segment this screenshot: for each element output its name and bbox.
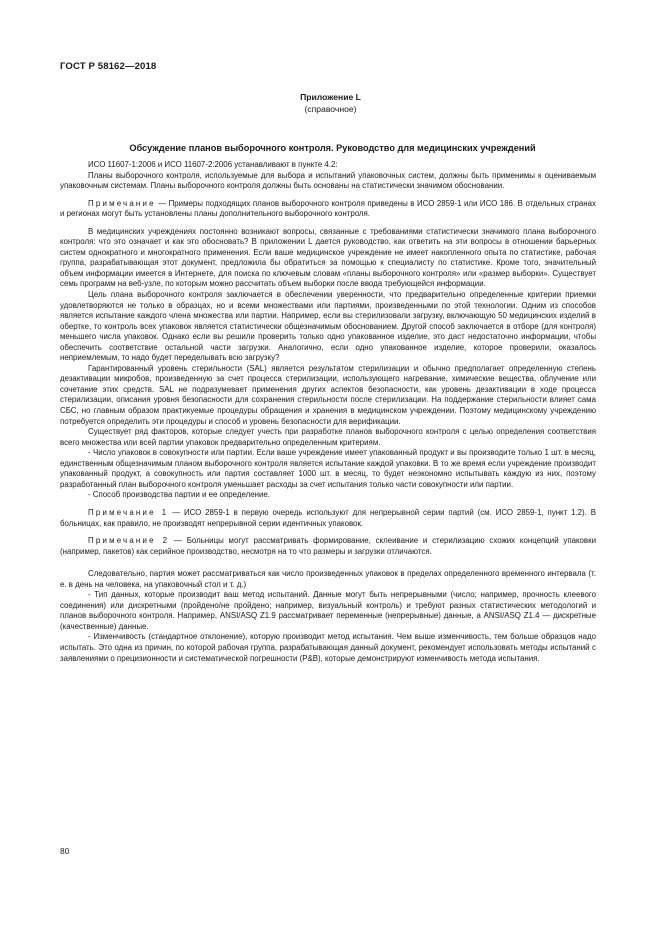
note-text: — ИСО 2859-1 в первую очередь используют для непрерывной серии партий (см. ИСО 2859-1, пункт 1.2). В больницах, как правило, не производят непрерывной серии идентичных упаковок.: [60, 507, 596, 528]
note-text: — Больницы могут рассматривать формирование, склеивание и стерилизацию схожих концепций упаковки (например, пакетов) как серийное производство, несмотря на то что размеры и загрузки отличаются.: [60, 536, 596, 556]
paragraph: Цель плана выборочного контроля заключается в обеспечении уверенности, что предварительно определенные критерии приемки удовлетворяются не только в образцах, но и всеми множествами или партиями, произведенными по этой технологии. Одним из способов является испытание каждого члена множества или партии. Например, если вы стерилизовали загрузку, включающую 50 медицинских изделий в обертке, то контроль всех упаковок является статистически общезначимым обоснованием. Другой способ заключается в отборе (для контроля) меньшего числа упаковок. Однако если вы решили проверить только одно упакованное изделие, это даст недостаточно информации, чтобы обеспечить соответствие остальной части загрузки. Аналогично, если одно упакованное изделие, которое проверили, оказалось неприемлемым, то надо будет переделывать всю загрузку?: [60, 290, 596, 363]
paragraph: ИСО 11607-1:2006 и ИСО 11607-2:2006 устанавливают в пункте 4.2:: [88, 160, 338, 169]
paragraph: Планы выборочного контроля, используемые для выбора и испытаний упаковочных систем, должны быть применимы к оцениваемым упаковочным системам. Планы выборочного контроля должны быть основаны на статистически значимом обосновании.: [60, 170, 596, 191]
list-item: - Способ производства партии и ее определение.: [88, 490, 270, 500]
note-label: Примечание 2: [88, 536, 170, 546]
paragraph: Существует ряд факторов, которые следует учесть при разработке планов выборочного контроля с целью определения соответствия всего множества или всей партии упаковок предварительно определенным критериям.: [60, 427, 596, 447]
note-text: — Примеры подходящих планов выборочного контроля приведены в ИСО 2859-1 или ИСО 186. В отдельных странах и регионах могут быть установлены планы дополнительного выборочного контроля.: [60, 198, 596, 219]
note-label: Примечание: [88, 198, 156, 208]
section-title: Обсуждение планов выборочного контроля. Руководство для медицинских учреждений: [129, 143, 536, 153]
list-item: - Изменчивость (стандартное отклонение), которую производит метод испытания. Чем выше изменчивость, тем больше образцов надо испытать. Это одна из причин, по которой рабочая группа, разрабатывающая данный документ, рекомендует использовать методы испытаний с заявлениями о прецизионности и систематической погрешности (P&B), которые демонстрируют изменчивость метода испытания.: [60, 632, 596, 663]
page-number: 80: [60, 846, 70, 856]
annex-subtitle: (справочное): [304, 104, 357, 114]
document-standard-id: ГОСТ Р 58162—2018: [60, 61, 157, 72]
list-item: - Число упаковок в совокупности или партии. Если ваше учреждение имеет упакованный продукт и вы производите только 1 шт. в месяц, единственным общезначимым планом выборочного контроля является испытание каждой упаковки. В то же время если учреждение производит упакованный продукт, а совокупность или партия составляет 1000 шт. в месяц, то будет неэкономно испытывать каждую из них, поэтому разработанный план выборочного контроля уменьшает расходы за счет испытания только части совокупности или партии.: [60, 448, 596, 489]
note-paragraph: [60, 199, 596, 220]
paragraph: Следовательно, партия может рассматриваться как число произведенных упаковок в пределах определенного временного интервала (т. е. в день на человека, на упаковочный стол и т. д.): [60, 569, 596, 589]
annex-title: Приложение L: [300, 92, 361, 102]
note-label: Примечание 1: [88, 507, 169, 517]
list-item: - Тип данных, которые производит ваш метод испытаний. Данные могут быть непрерывными (число; например, прочность клеевого соединения) или дискретными (пройдено/не пройдено; например, визуальный контроль) и требуют разных статистических методологий и планов выборочного контроля. Например, ANSI/ASQ Z1.9 рассматривает переменные (непрерывные) данные, а ANSI/ASQ Z1.4 — дискретные (качественные) данные.: [60, 590, 596, 631]
document-body: [60, 160, 596, 664]
note-paragraph: [60, 508, 596, 529]
note-paragraph: [60, 536, 596, 557]
paragraph: В медицинских учреждениях постоянно возникают вопросы, связанные с требованиями статистически значимого плана выборочного контроля: что это означает и как это обосновать? В приложении L дается руководство, как ответить на эти вопросы в отношении барьерных систем однократного и многократного применения. Если ваше медицинское учреждение не имеет накопленного опыта по статистике, рабочая группа, разрабатывающая этот документ, предложила бы обратиться за помощью к специалисту по статистике. Кроме того, значительный объем информации имеется в Интернете, для поиска по ключевым словам «планы выборочного контроля» или «размер выборки». Существует семь программ на веб-узле, по которым можно рассчитать объем выборки после ввода требующейся информации.: [60, 226, 596, 289]
paragraph: Гарантированный уровень стерильности (SAL) является результатом стерилизации и обычно предполагает определенную степень дезактивации микробов, произведенную за счет процесса стерилизации, использующего нагревание, химические вещества, облучение или сочетание этих средств. SAL не подразумевает применения других аспектов безопасности, как уровень дезактивации в ходе процесса стерилизации, описания уровня безопасности для сохранения стерильности после стерилизации. На поддержание стерильности влияет сама СБС, но главным образом практикуемые процедуры обращения и хранения в медицинском учреждении. Поэтому медицинскому учреждению потребуется определить эти процедуры и способ и уровень безопасности для верификации.: [60, 363, 596, 426]
